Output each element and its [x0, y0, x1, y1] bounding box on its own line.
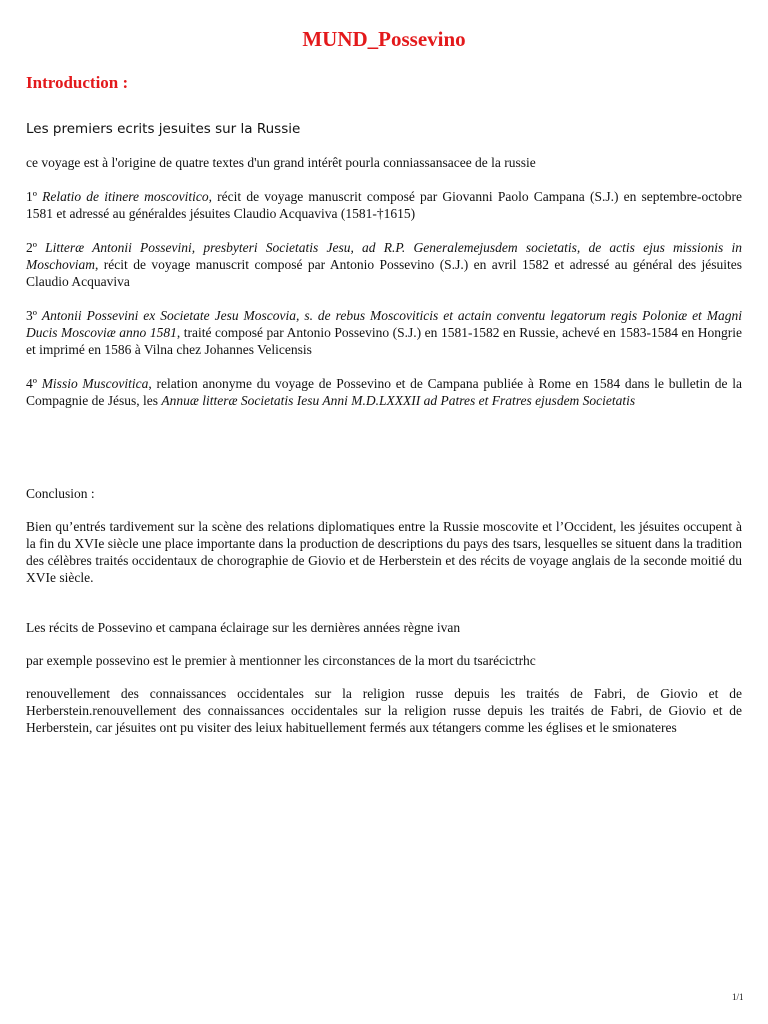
document-title: MUND_Possevino: [302, 27, 466, 51]
item-title-secondary: Annuæ litteræ Societatis Iesu Anni M.D.LXXXII ad Patres et Fratres ejusdem Societatis: [161, 393, 636, 408]
item-number: 2º: [26, 240, 46, 255]
item-paragraph-4: [26, 375, 742, 409]
introduction-heading: Introduction :: [26, 73, 129, 92]
item-text: , récit de voyage manuscrit composé par Giovanni Paolo Campana (S.J.) en septembre-octobre 1581 et adressé au généraldes jésuites Claudio Acquaviva (1581-†1615): [26, 189, 743, 221]
item-title: Missio Muscovitica: [41, 376, 149, 391]
item-number: 1º: [26, 189, 43, 204]
item-paragraph-1: [26, 188, 742, 222]
item-text: , récit de voyage manuscrit composé par Antonio Possevino (S.J.) en avril 1582 et adressé au général des jésuites Claudio Acquaviva: [26, 257, 742, 289]
conclusion-label: Conclusion :: [26, 486, 95, 501]
exemple-line: par exemple possevino est le premier à mentionner les circonstances de la mort du tsarécictrhc: [26, 653, 536, 668]
item-text: , relation anonyme du voyage de Possevino et de Campana publiée à Rome en 1584 dans le bulletin de la Compagnie de Jésus, les: [26, 376, 743, 408]
item-paragraph-3: [26, 307, 742, 358]
item-title: Litteræ Antonii Possevini, presbyteri Societatis Jesu, ad R.P. Generalemejusdem societatis, de actis ejus missionis in Moschoviam: [26, 240, 742, 272]
document-page: [26, 22, 742, 736]
item-title: Antonii Possevini ex Societate Jesu Moscovia, s. de rebus Moscoviticis et actain conventu legatorum regis Poloniæ et Magni Ducis Moscoviæ anno 1581: [26, 308, 742, 340]
item-text: , traité composé par Antonio Possevino (S.J.) en 1581-1582 en Russie, achevé en 1583-1584 en Hongrie et imprimé en 1586 à Vilna chez Johannes Velicensis: [26, 325, 742, 357]
recits-line: Les récits de Possevino et campana éclairage sur les dernières années règne ivan: [26, 620, 461, 635]
final-paragraph: renouvellement des connaissances occidentales sur la religion russe depuis les traités de Fabri, de Giovio et de Herberstein.renouvellement des connaissances occidentales sur la religion russe depuis les traités de Fabri, de Giovio et de Herberstein, car jésuites ont pu visiter des leiux habituellement fermés aux tétangers comme les églises et le smionateres: [26, 686, 742, 735]
conclusion-paragraph: Bien qu’entrés tardivement sur la scène des relations diplomatiques entre la Russie moscovite et l’Occident, les jésuites occupent à la fin du XVIe siècle une place importante dans la production de descriptions du pays des tsars, lesquelles se situent dans la tradition des célèbres traités occidentaux de chorographie de Giovio et de Herberstein et des récits de voyage anglais de la seconde moitié du XVIe siècle.: [26, 519, 742, 585]
item-number: 4º: [26, 376, 42, 391]
subheading: Les premiers ecrits jesuites sur la Russie: [26, 121, 301, 137]
intro-paragraph: ce voyage est à l'origine de quatre textes d'un grand intérêt pourla conniassansacee de la russie: [26, 155, 536, 170]
item-number: 3º: [26, 308, 42, 323]
page-number: 1/1: [732, 992, 744, 1002]
item-title: Relatio de itinere moscovitico: [42, 189, 209, 204]
item-paragraph-2: [26, 239, 742, 290]
